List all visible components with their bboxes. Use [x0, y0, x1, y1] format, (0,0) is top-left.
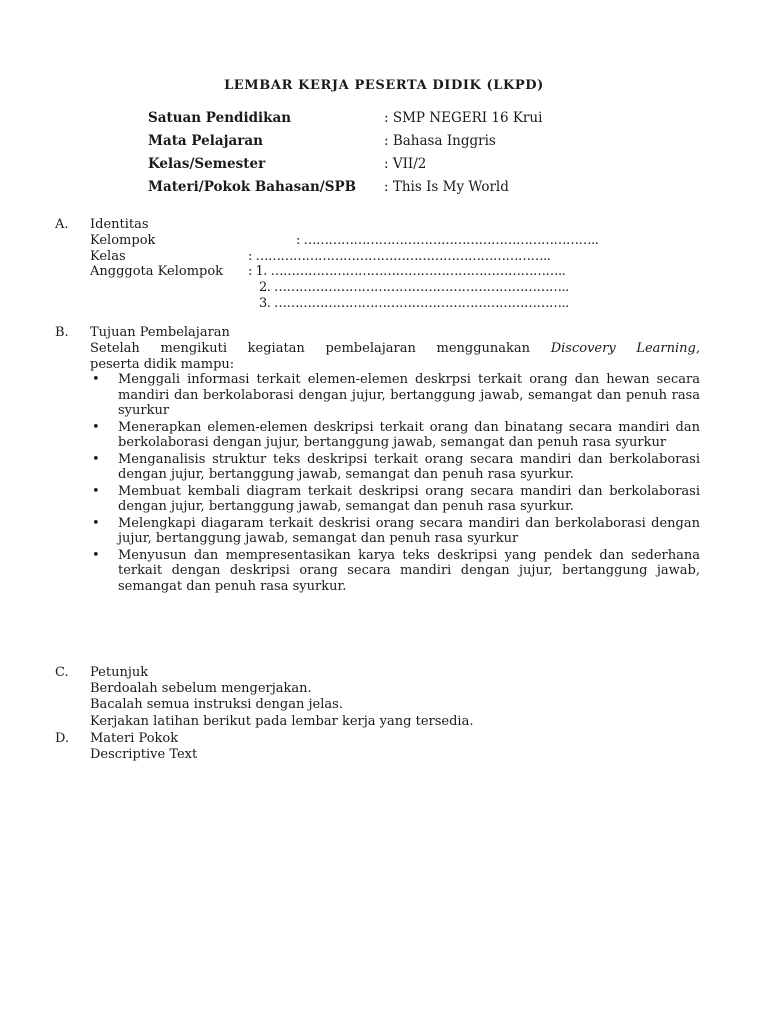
list-item [90, 548, 700, 595]
bullet-icon: • [92, 451, 100, 467]
kelompok-label: Kelompok [90, 233, 156, 248]
section-c-title: Petunjuk [90, 665, 149, 680]
section-d-title: Materi Pokok [90, 731, 179, 746]
meta-value: : SMP NEGERI 16 Krui [384, 110, 543, 126]
kelompok-fill-line: : …………………………………………………………….. [296, 233, 599, 248]
instruction-line: Bacalah semua instruksi dengan jelas. [90, 697, 343, 712]
meta-label: Kelas/Semester [148, 156, 266, 172]
section-b-title: Tujuan Pembelajaran [90, 325, 230, 340]
section-d-letter: D. [55, 731, 70, 746]
list-item [90, 452, 700, 483]
bullet-icon: • [92, 483, 100, 499]
document-title: LEMBAR KERJA PESERTA DIDIK (LKPD) [224, 78, 544, 93]
objective-text: Membuat kembali diagram terkait deskripsi orang secara mandiri dan berkolaborasi dengan jujur, bertanggung jawab, semangat dan penuh rasa syurkur. [118, 483, 700, 514]
objective-text: Menyusun dan mempresentasikan karya teks deskripsi yang pendek dan sederhana terkait dengan deskripsi orang secara mandiri dengan jujur, bertanggung jawab, semangat dan penuh rasa syurkur. [118, 547, 700, 594]
objective-text: Menggali informasi terkait elemen-elemen deskrpsi terkait orang dan hewan secara mandiri dan berkolaborasi dengan jujur, bertanggung jawab, semangat dan penuh rasa syurkur [118, 372, 700, 418]
meta-value: : This Is My World [384, 179, 509, 195]
kelas-label: Kelas [90, 249, 126, 264]
meta-label: Materi/Pokok Bahasan/SPB [148, 179, 357, 195]
objective-text: Menerapkan elemen-elemen deskripsi terkait orang dan binatang secara mandiri dan berkolaborasi dengan jujur, bertanggung jawab, semangat dan penuh rasa syurkur [118, 419, 700, 450]
bullet-icon: • [92, 372, 100, 387]
section-b-intro-line [90, 341, 700, 357]
list-item [90, 372, 700, 419]
meta-label: Satuan Pendidikan [148, 110, 292, 126]
anggota-fill-line-3: 3. …………………………………………………………….. [259, 296, 569, 311]
meta-label: Mata Pelajaran [148, 133, 263, 149]
instruction-line: Kerjakan latihan berikut pada lembar kerja yang tersedia. [90, 714, 474, 729]
bullet-icon: • [92, 547, 100, 563]
list-item [90, 484, 700, 515]
anggota-fill-line-1: : 1. …………………………………………………………….. [248, 264, 566, 279]
section-b-letter: B. [55, 325, 69, 340]
intro-continuation: peserta didik mampu: [90, 356, 235, 372]
materi-pokok-text: Descriptive Text [90, 747, 198, 762]
anggota-fill-line-2: 2. …………………………………………………………….. [259, 280, 569, 295]
meta-value: : Bahasa Inggris [384, 133, 496, 149]
anggota-label: Angggota Kelompok [90, 264, 224, 279]
bullet-icon: • [92, 515, 100, 531]
objective-text: Melengkapi diagaram terkait deskrisi orang secara mandiri dan berkolaborasi dengan jujur, bertanggung jawab, semangat dan penuh rasa syurkur [118, 515, 700, 546]
section-a-letter: A. [55, 217, 69, 232]
intro-text: Setelah mengikuti kegiatan pembelajaran menggunakan [90, 341, 551, 356]
section-c-letter: C. [55, 665, 69, 680]
list-item [90, 420, 700, 451]
meta-value: : VII/2 [384, 156, 427, 172]
intro-italic-text: Discovery Learning, [550, 341, 700, 356]
bullet-icon: • [92, 419, 100, 435]
instruction-line: Berdoalah sebelum mengerjakan. [90, 681, 312, 696]
objectives-list [90, 372, 700, 595]
list-item [90, 516, 700, 547]
section-b-intro [90, 341, 700, 372]
section-a-title: Identitas [90, 217, 149, 232]
kelas-fill-line: : …………………………………………………………….. [248, 249, 551, 264]
objective-text: Menganalisis struktur teks deskripsi terkait orang secara mandiri dan berkolaborasi dengan jujur, bertanggung jawab, semangat dan penuh rasa syurkur. [118, 451, 700, 482]
